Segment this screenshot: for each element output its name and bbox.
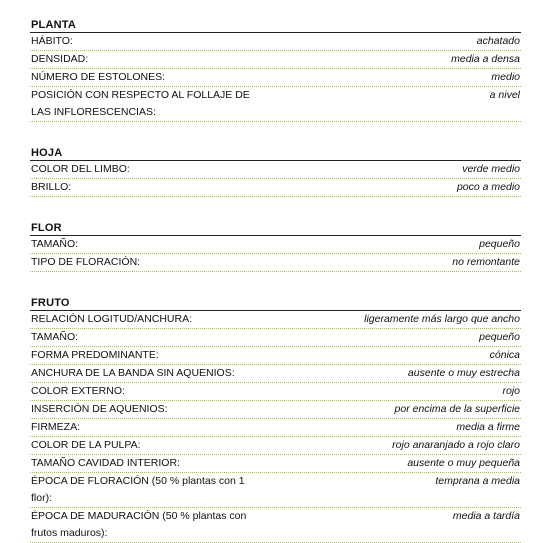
row-label: POSICIÓN CON RESPECTO AL FOLLAJE DE LAS INFLORESCENCIAS: (31, 89, 250, 118)
row-value: media a tardía (452, 510, 520, 522)
row-label: FORMA PREDOMINANTE: (31, 349, 159, 361)
row-label: ÉPOCA DE MADURACIÓN (50 % plantas con frutos maduros): (31, 510, 247, 539)
row-value: poco a medio (456, 181, 520, 193)
row-value: pequeño (479, 331, 520, 343)
row-value: cónica (489, 349, 520, 361)
row-label: FIRMEZA: (31, 421, 80, 433)
row-value: media a firme (456, 421, 520, 433)
section-title: FLOR (30, 216, 521, 236)
table-row (30, 51, 521, 69)
row-label: RELACIÓN LOGITUD/ANCHURA: (31, 313, 193, 325)
row-value: rojo (502, 385, 520, 397)
row-value: ausente o muy estrecha (407, 367, 520, 379)
table-row (30, 383, 521, 401)
row-label: DENSIDAD: (31, 53, 89, 65)
table-row (30, 311, 521, 329)
table-row (30, 254, 521, 272)
row-value: medio (491, 71, 520, 83)
row-label: HÁBITO: (31, 35, 73, 47)
row-label: TIPO DE FLORACIÓN: (31, 256, 141, 268)
row-label: COLOR DEL LIMBO: (31, 163, 130, 175)
table-row (30, 473, 521, 508)
section-fruto (30, 291, 521, 543)
section-title: FRUTO (30, 291, 521, 311)
row-value: media a densa (451, 53, 520, 65)
table-row (30, 161, 521, 179)
row-label: COLOR EXTERNO: (31, 385, 125, 397)
row-label: INSERCIÓN DE AQUENIOS: (31, 403, 168, 415)
row-value: verde medio (462, 163, 520, 175)
row-label: ÉPOCA DE FLORACIÓN (50 % plantas con 1 flor): (31, 475, 245, 504)
row-value: temprana a media (435, 475, 520, 487)
row-value: a nivel (489, 89, 520, 101)
table-row (30, 401, 521, 419)
section-planta (30, 13, 521, 122)
section-flor (30, 216, 521, 272)
table-row (30, 179, 521, 197)
table-row (30, 87, 521, 122)
row-value: no remontante (452, 256, 520, 268)
row-label: BRILLO: (31, 181, 72, 193)
row-label: TAMAÑO CAVIDAD INTERIOR: (31, 457, 180, 469)
row-value: por encima de la superficie (394, 403, 520, 415)
row-value: achatado (476, 35, 520, 47)
row-label: COLOR DE LA PULPA: (31, 439, 141, 451)
section-title: HOJA (30, 141, 521, 161)
table-row (30, 329, 521, 347)
section-title: PLANTA (30, 13, 521, 33)
row-value: pequeño (479, 238, 520, 250)
table-row (30, 236, 521, 254)
table-row (30, 347, 521, 365)
table-row (30, 33, 521, 51)
table-row (30, 437, 521, 455)
row-label: TAMAÑO: (31, 238, 79, 250)
section-hoja (30, 141, 521, 197)
table-row (30, 365, 521, 383)
row-label: NÚMERO DE ESTOLONES: (31, 71, 165, 83)
row-value: ligeramente más largo que ancho (364, 313, 520, 325)
row-label: ANCHURA DE LA BANDA SIN AQUENIOS: (31, 367, 235, 379)
table-row (30, 455, 521, 473)
table-row (30, 69, 521, 87)
row-label: TAMAÑO: (31, 331, 79, 343)
row-value: rojo anaranjado a rojo claro (392, 439, 520, 451)
row-value: ausente o muy pequeña (407, 457, 520, 469)
table-row (30, 419, 521, 437)
table-row (30, 508, 521, 543)
